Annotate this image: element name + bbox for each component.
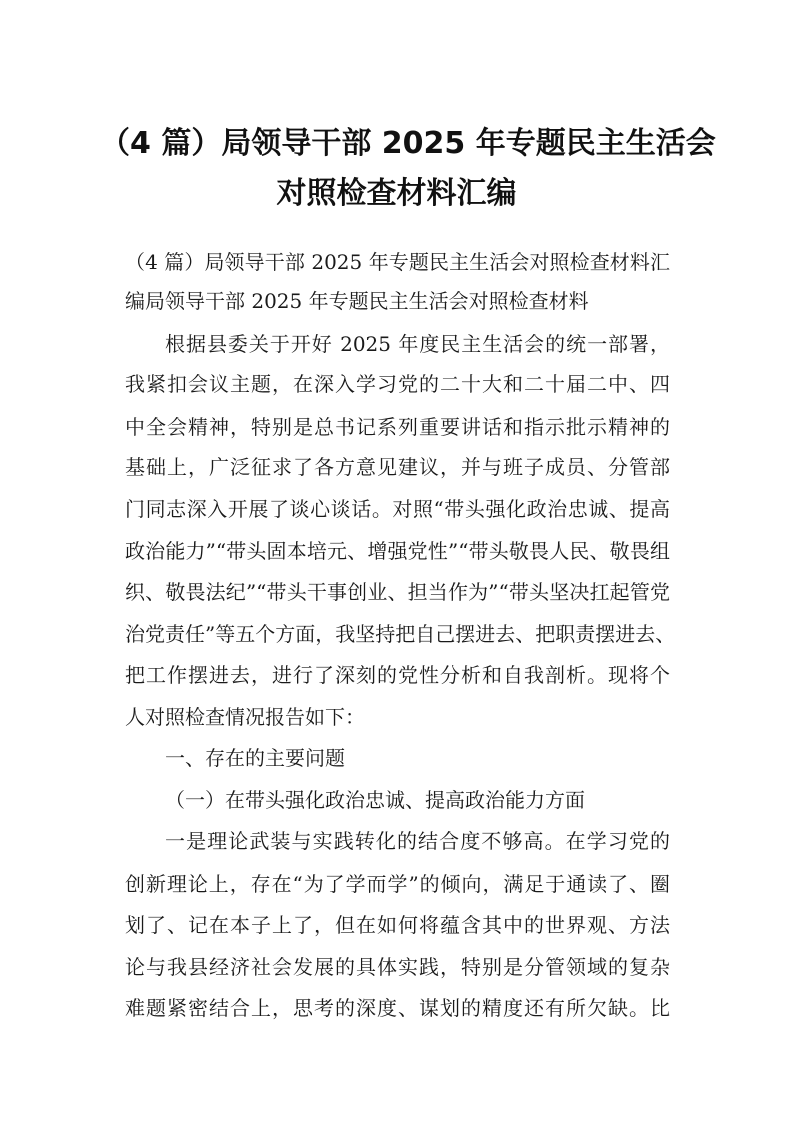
body-line: 创新理论上，存在“为了学而学”的倾向，满足于通读了、圈 <box>125 872 670 896</box>
body-line: 划了、记在本子上了，但在如何将蕴含其中的世界观、方法 <box>125 913 670 937</box>
body-line: 基础上，广泛征求了各方意见建议，并与班子成员、分管部 <box>125 455 670 479</box>
subsection-heading: （一）在带头强化政治忠诚、提高政治能力方面 <box>165 788 585 812</box>
body-line: （4 篇）局领导干部 2025 年专题民主生活会对照检查材料汇 <box>125 250 670 274</box>
body-line: 门同志深入开展了谈心谈话。对照“带头强化政治忠诚、提高 <box>125 497 670 521</box>
body-line: 人对照检查情况报告如下： <box>125 705 365 729</box>
body-line: 把工作摆进去，进行了深刻的党性分析和自我剖析。现将个 <box>125 663 670 687</box>
body-line: 难题紧密结合上，思考的深度、谋划的精度还有所欠缺。比 <box>125 996 670 1020</box>
body-line: 政治能力”“带头固本培元、增强党性”“带头敬畏人民、敬畏组 <box>125 539 670 563</box>
body-line: 织、敬畏法纪”“带头干事创业、担当作为”“带头坚决扛起管党 <box>125 580 670 604</box>
body-line: 治党责任”等五个方面，我坚持把自己摆进去、把职责摆进去、 <box>125 622 676 646</box>
body-line: 根据县委关于开好 2025 年度民主生活会的统一部署， <box>165 332 670 356</box>
section-heading: 一、存在的主要问题 <box>165 746 345 770</box>
body-line: 论与我县经济社会发展的具体实践，特别是分管领域的复杂 <box>125 955 670 979</box>
body-line: 一是理论武装与实践转化的结合度不够高。在学习党的 <box>165 829 670 853</box>
body-line: 中全会精神，特别是总书记系列重要讲话和指示批示精神的 <box>125 415 670 439</box>
body-line: 编局领导干部 2025 年专题民主生活会对照检查材料 <box>125 289 589 313</box>
document-title-line-2: 对照检查材料汇编 <box>276 176 517 211</box>
body-line: 我紧扣会议主题，在深入学习党的二十大和二十届二中、四 <box>125 372 670 396</box>
document-title-line-1: （4 篇）局领导干部 2025 年专题民主生活会 <box>100 126 716 161</box>
